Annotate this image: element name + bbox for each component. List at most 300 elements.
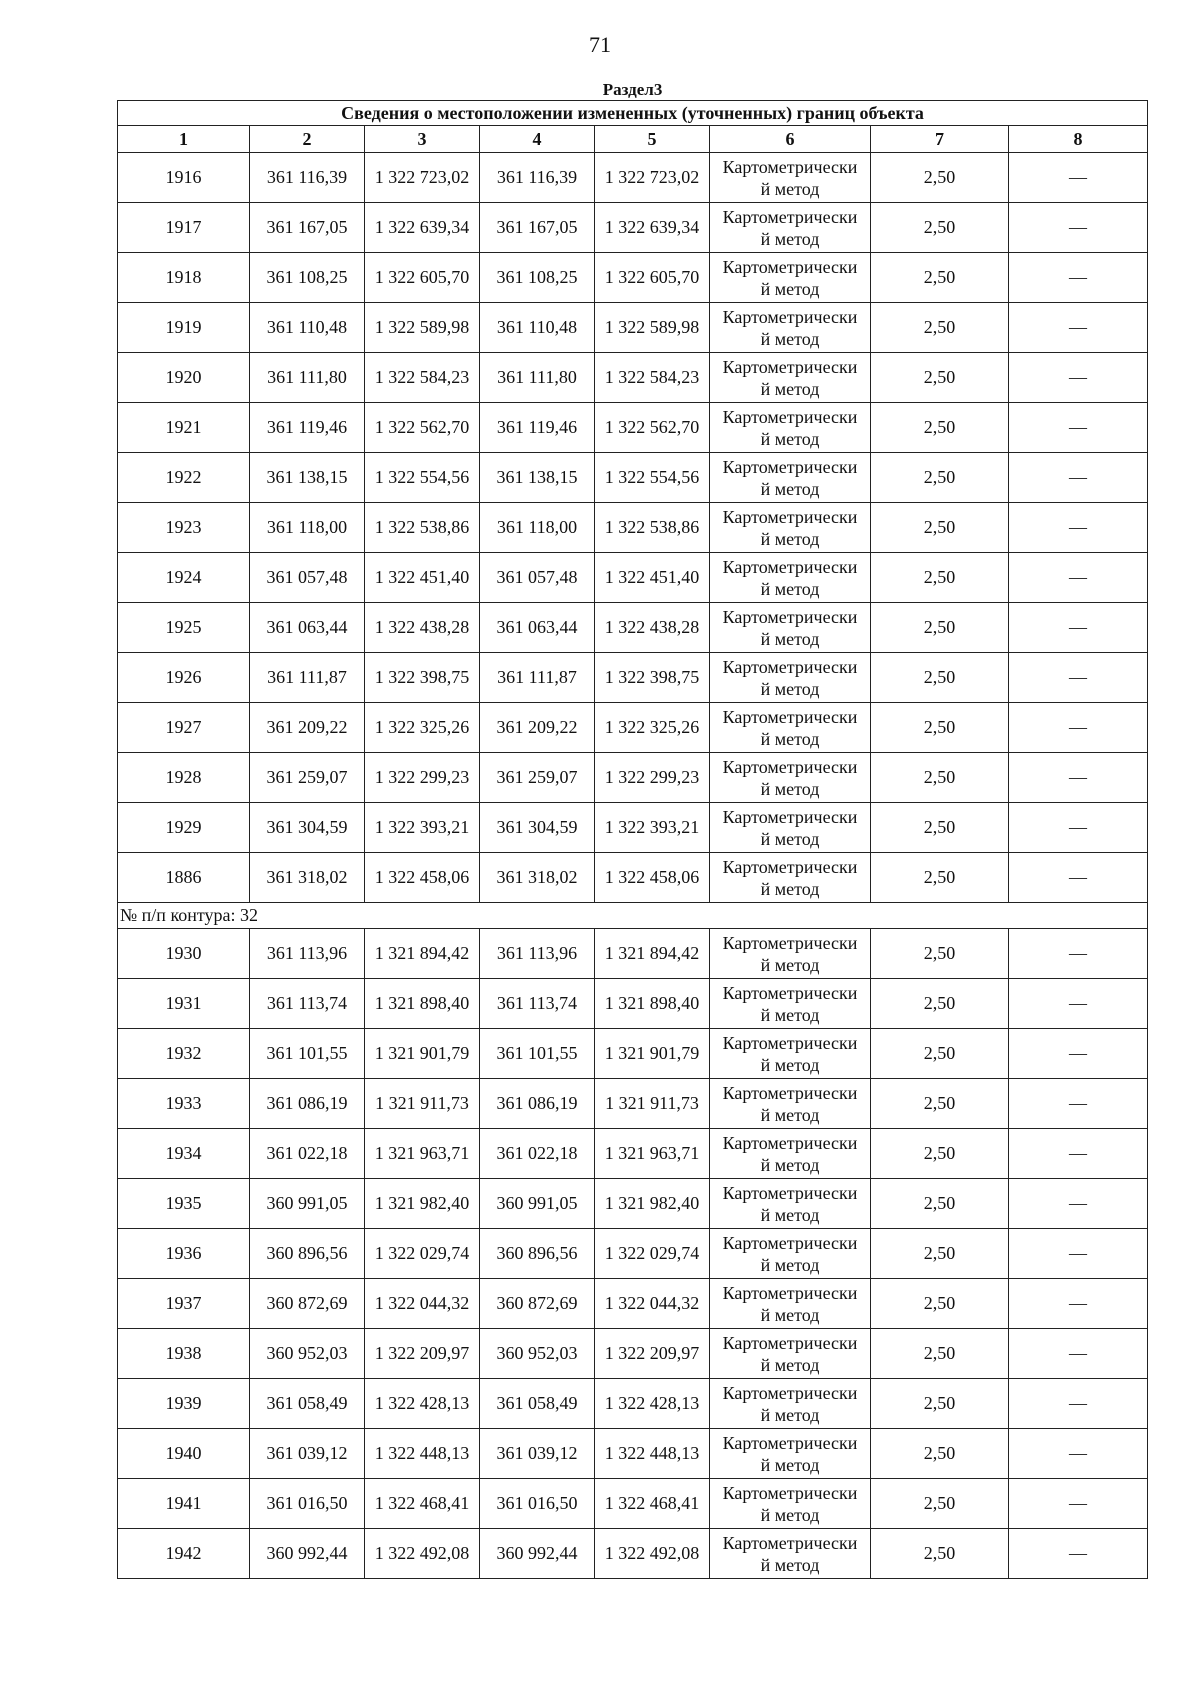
y-refined-cell: 1 321 982,40 [595,1179,710,1229]
accuracy-cell: 2,50 [871,1529,1009,1579]
description-cell: — [1009,403,1148,453]
table-row [118,153,1148,203]
description-cell: — [1009,653,1148,703]
y-refined-cell: 1 322 393,21 [595,803,710,853]
point-number-cell: 1931 [118,979,250,1029]
y-existing-cell: 1 322 209,97 [365,1329,480,1379]
y-existing-cell: 1 322 451,40 [365,553,480,603]
table-row [118,1329,1148,1379]
y-refined-cell: 1 322 398,75 [595,653,710,703]
x-existing-cell: 361 101,55 [250,1029,365,1079]
table-row [118,703,1148,753]
table-title: Сведения о местоположении измененных (уточненных) границ объекта [118,101,1148,126]
method-cell [710,753,871,803]
x-existing-cell: 361 057,48 [250,553,365,603]
x-existing-cell: 361 111,87 [250,653,365,703]
x-refined-cell: 361 022,18 [480,1129,595,1179]
method-line2: й метод [760,178,820,199]
method-line2: й метод [760,728,820,749]
description-cell: — [1009,1079,1148,1129]
method-cell [710,503,871,553]
x-refined-cell: 361 016,50 [480,1479,595,1529]
y-existing-cell: 1 321 911,73 [365,1079,480,1129]
x-refined-cell: 361 116,39 [480,153,595,203]
y-existing-cell: 1 321 982,40 [365,1179,480,1229]
x-refined-cell: 361 259,07 [480,753,595,803]
x-existing-cell: 361 113,74 [250,979,365,1029]
y-refined-cell: 1 322 468,41 [595,1479,710,1529]
accuracy-cell: 2,50 [871,603,1009,653]
table-row [118,653,1148,703]
method-line2: й метод [760,278,820,299]
method-line1: Картометрически [722,406,858,427]
method-line1: Картометрически [722,1032,858,1053]
y-refined-cell: 1 322 562,70 [595,403,710,453]
method-line2: й метод [760,1054,820,1075]
description-cell: — [1009,1129,1148,1179]
y-refined-cell: 1 322 584,23 [595,353,710,403]
y-refined-cell: 1 322 209,97 [595,1329,710,1379]
point-number-cell: 1916 [118,153,250,203]
method-line1: Картометрически [722,506,858,527]
method-line2: й метод [760,628,820,649]
column-number: 2 [250,126,365,153]
x-refined-cell: 361 063,44 [480,603,595,653]
description-cell: — [1009,1329,1148,1379]
column-number: 6 [710,126,871,153]
method-cell [710,1479,871,1529]
description-cell: — [1009,753,1148,803]
method-line1: Картометрически [722,1132,858,1153]
description-cell: — [1009,253,1148,303]
table-row [118,553,1148,603]
point-number-cell: 1886 [118,853,250,903]
x-refined-cell: 361 111,80 [480,353,595,403]
accuracy-cell: 2,50 [871,979,1009,1029]
method-cell [710,1129,871,1179]
table-row [118,1129,1148,1179]
method-line2: й метод [760,1104,820,1125]
point-number-cell: 1939 [118,1379,250,1429]
method-cell [710,353,871,403]
point-number-cell: 1923 [118,503,250,553]
point-number-cell: 1919 [118,303,250,353]
x-existing-cell: 360 992,44 [250,1529,365,1579]
method-cell [710,253,871,303]
method-line1: Картометрически [722,1182,858,1203]
accuracy-cell: 2,50 [871,753,1009,803]
y-existing-cell: 1 322 393,21 [365,803,480,853]
description-cell: — [1009,1479,1148,1529]
method-cell [710,1229,871,1279]
description-cell: — [1009,353,1148,403]
accuracy-cell: 2,50 [871,1329,1009,1379]
x-refined-cell: 361 167,05 [480,203,595,253]
accuracy-cell: 2,50 [871,153,1009,203]
description-cell: — [1009,503,1148,553]
accuracy-cell: 2,50 [871,1279,1009,1329]
table-row [118,1079,1148,1129]
table-row [118,353,1148,403]
y-existing-cell: 1 322 458,06 [365,853,480,903]
method-cell [710,203,871,253]
method-cell [710,803,871,853]
accuracy-cell: 2,50 [871,1379,1009,1429]
method-line1: Картометрически [722,1232,858,1253]
x-existing-cell: 361 022,18 [250,1129,365,1179]
point-number-cell: 1924 [118,553,250,603]
method-line2: й метод [760,1254,820,1275]
description-cell: — [1009,1529,1148,1579]
method-cell [710,1379,871,1429]
description-cell: — [1009,1029,1148,1079]
method-line1: Картометрически [722,1482,858,1503]
point-number-cell: 1920 [118,353,250,403]
y-existing-cell: 1 322 723,02 [365,153,480,203]
x-existing-cell: 360 952,03 [250,1329,365,1379]
method-line2: й метод [760,954,820,975]
point-number-cell: 1932 [118,1029,250,1079]
y-existing-cell: 1 322 428,13 [365,1379,480,1429]
method-line1: Картометрически [722,256,858,277]
method-line1: Картометрически [722,606,858,627]
method-line2: й метод [760,578,820,599]
y-refined-cell: 1 322 044,32 [595,1279,710,1329]
point-number-cell: 1941 [118,1479,250,1529]
method-line2: й метод [760,1204,820,1225]
x-refined-cell: 360 992,44 [480,1529,595,1579]
x-refined-cell: 360 991,05 [480,1179,595,1229]
accuracy-cell: 2,50 [871,1179,1009,1229]
point-number-cell: 1917 [118,203,250,253]
method-cell [710,603,871,653]
method-line1: Картометрически [722,806,858,827]
x-refined-cell: 361 086,19 [480,1079,595,1129]
x-existing-cell: 361 016,50 [250,1479,365,1529]
y-existing-cell: 1 322 554,56 [365,453,480,503]
description-cell: — [1009,979,1148,1029]
y-refined-cell: 1 322 723,02 [595,153,710,203]
y-refined-cell: 1 322 554,56 [595,453,710,503]
y-refined-cell: 1 322 438,28 [595,603,710,653]
x-existing-cell: 360 896,56 [250,1229,365,1279]
method-cell [710,1029,871,1079]
y-existing-cell: 1 321 898,40 [365,979,480,1029]
description-cell: — [1009,553,1148,603]
method-cell [710,453,871,503]
x-refined-cell: 361 113,96 [480,929,595,979]
y-existing-cell: 1 322 438,28 [365,603,480,653]
x-refined-cell: 361 057,48 [480,553,595,603]
y-existing-cell: 1 322 492,08 [365,1529,480,1579]
x-existing-cell: 361 116,39 [250,153,365,203]
page-number: 71 [589,32,611,57]
table-row [118,1479,1148,1529]
method-line1: Картометрически [722,932,858,953]
accuracy-cell: 2,50 [871,853,1009,903]
method-line1: Картометрически [722,706,858,727]
method-line2: й метод [760,1504,820,1525]
method-line2: й метод [760,478,820,499]
y-refined-cell: 1 322 639,34 [595,203,710,253]
y-existing-cell: 1 322 589,98 [365,303,480,353]
y-existing-cell: 1 321 901,79 [365,1029,480,1079]
table-row [118,303,1148,353]
table-row [118,253,1148,303]
method-line1: Картометрически [722,206,858,227]
description-cell: — [1009,453,1148,503]
description-cell: — [1009,203,1148,253]
description-cell: — [1009,1379,1148,1429]
point-number-cell: 1936 [118,1229,250,1279]
method-line1: Картометрически [722,1082,858,1103]
method-line2: й метод [760,778,820,799]
description-cell: — [1009,853,1148,903]
x-refined-cell: 361 113,74 [480,979,595,1029]
y-existing-cell: 1 322 468,41 [365,1479,480,1529]
column-number: 5 [595,126,710,153]
table-row [118,1229,1148,1279]
y-existing-cell: 1 321 894,42 [365,929,480,979]
x-existing-cell: 361 058,49 [250,1379,365,1429]
method-line2: й метод [760,1454,820,1475]
x-refined-cell: 361 039,12 [480,1429,595,1479]
point-number-cell: 1918 [118,253,250,303]
method-line1: Картометрически [722,856,858,877]
y-refined-cell: 1 322 605,70 [595,253,710,303]
y-existing-cell: 1 322 398,75 [365,653,480,703]
description-cell: — [1009,703,1148,753]
method-line2: й метод [760,828,820,849]
method-cell [710,153,871,203]
table-row [118,803,1148,853]
boundary-coordinates-table [117,80,1148,1579]
method-line1: Картометрически [722,656,858,677]
description-cell: — [1009,1179,1148,1229]
accuracy-cell: 2,50 [871,503,1009,553]
section-heading-row [118,80,1148,101]
column-number: 1 [118,126,250,153]
method-line1: Картометрически [722,1532,858,1553]
accuracy-cell: 2,50 [871,553,1009,603]
column-number: 7 [871,126,1009,153]
point-number-cell: 1929 [118,803,250,853]
y-refined-cell: 1 322 492,08 [595,1529,710,1579]
y-refined-cell: 1 322 428,13 [595,1379,710,1429]
x-existing-cell: 361 209,22 [250,703,365,753]
x-existing-cell: 361 039,12 [250,1429,365,1479]
description-cell: — [1009,929,1148,979]
accuracy-cell: 2,50 [871,253,1009,303]
method-line1: Картометрически [722,756,858,777]
method-line1: Картометрически [722,156,858,177]
x-existing-cell: 360 872,69 [250,1279,365,1329]
point-number-cell: 1940 [118,1429,250,1479]
x-existing-cell: 361 108,25 [250,253,365,303]
description-cell: — [1009,1429,1148,1479]
x-refined-cell: 361 138,15 [480,453,595,503]
x-existing-cell: 361 119,46 [250,403,365,453]
x-existing-cell: 361 110,48 [250,303,365,353]
accuracy-cell: 2,50 [871,653,1009,703]
table-row [118,979,1148,1029]
accuracy-cell: 2,50 [871,453,1009,503]
y-refined-cell: 1 322 451,40 [595,553,710,603]
accuracy-cell: 2,50 [871,203,1009,253]
method-line1: Картометрически [722,982,858,1003]
point-number-cell: 1937 [118,1279,250,1329]
method-cell [710,653,871,703]
y-existing-cell: 1 322 584,23 [365,353,480,403]
accuracy-cell: 2,50 [871,353,1009,403]
accuracy-cell: 2,50 [871,1079,1009,1129]
x-refined-cell: 361 304,59 [480,803,595,853]
accuracy-cell: 2,50 [871,703,1009,753]
x-refined-cell: 361 318,02 [480,853,595,903]
table-row [118,753,1148,803]
description-cell: — [1009,1229,1148,1279]
contour-row [118,903,1148,929]
accuracy-cell: 2,50 [871,1129,1009,1179]
x-refined-cell: 360 952,03 [480,1329,595,1379]
description-cell: — [1009,153,1148,203]
x-refined-cell: 361 058,49 [480,1379,595,1429]
method-line1: Картометрически [722,456,858,477]
method-line1: Картометрически [722,306,858,327]
y-existing-cell: 1 322 029,74 [365,1229,480,1279]
table-row [118,1529,1148,1579]
x-existing-cell: 361 318,02 [250,853,365,903]
y-refined-cell: 1 322 299,23 [595,753,710,803]
table-row [118,503,1148,553]
y-refined-cell: 1 322 448,13 [595,1429,710,1479]
x-existing-cell: 361 167,05 [250,203,365,253]
method-line2: й метод [760,1154,820,1175]
point-number-cell: 1922 [118,453,250,503]
method-line1: Картометрически [722,556,858,577]
accuracy-cell: 2,50 [871,1429,1009,1479]
table-row [118,1029,1148,1079]
y-refined-cell: 1 322 325,26 [595,703,710,753]
column-number: 3 [365,126,480,153]
method-line1: Картометрически [722,1382,858,1403]
description-cell: — [1009,803,1148,853]
y-refined-cell: 1 322 538,86 [595,503,710,553]
method-cell [710,1529,871,1579]
method-cell [710,929,871,979]
y-existing-cell: 1 322 562,70 [365,403,480,453]
method-line1: Картометрически [722,1282,858,1303]
section-heading: Раздел3 [602,80,663,99]
point-number-cell: 1934 [118,1129,250,1179]
method-line2: й метод [760,328,820,349]
accuracy-cell: 2,50 [871,1029,1009,1079]
point-number-cell: 1938 [118,1329,250,1379]
method-cell [710,1079,871,1129]
method-cell [710,703,871,753]
point-number-cell: 1933 [118,1079,250,1129]
table-row [118,929,1148,979]
y-refined-cell: 1 321 901,79 [595,1029,710,1079]
contour-label: № п/п контура: 32 [118,903,1148,929]
description-cell: — [1009,303,1148,353]
x-refined-cell: 361 101,55 [480,1029,595,1079]
table-row [118,203,1148,253]
method-cell [710,403,871,453]
method-cell [710,1329,871,1379]
method-cell [710,853,871,903]
x-refined-cell: 361 209,22 [480,703,595,753]
method-line2: й метод [760,228,820,249]
x-refined-cell: 360 896,56 [480,1229,595,1279]
method-cell [710,979,871,1029]
point-number-cell: 1921 [118,403,250,453]
y-existing-cell: 1 322 044,32 [365,1279,480,1329]
column-number-row [118,126,1148,153]
y-refined-cell: 1 322 589,98 [595,303,710,353]
method-line2: й метод [760,378,820,399]
x-refined-cell: 361 108,25 [480,253,595,303]
method-cell [710,1179,871,1229]
y-existing-cell: 1 322 538,86 [365,503,480,553]
y-refined-cell: 1 321 911,73 [595,1079,710,1129]
x-existing-cell: 361 113,96 [250,929,365,979]
y-existing-cell: 1 322 639,34 [365,203,480,253]
x-refined-cell: 360 872,69 [480,1279,595,1329]
method-line2: й метод [760,528,820,549]
y-existing-cell: 1 322 605,70 [365,253,480,303]
accuracy-cell: 2,50 [871,403,1009,453]
x-existing-cell: 360 991,05 [250,1179,365,1229]
table-row [118,1279,1148,1329]
y-refined-cell: 1 322 029,74 [595,1229,710,1279]
point-number-cell: 1926 [118,653,250,703]
y-existing-cell: 1 322 325,26 [365,703,480,753]
y-existing-cell: 1 322 448,13 [365,1429,480,1479]
table-row [118,403,1148,453]
method-cell [710,1279,871,1329]
method-line2: й метод [760,1354,820,1375]
method-line1: Картометрически [722,1332,858,1353]
method-line2: й метод [760,678,820,699]
y-refined-cell: 1 321 894,42 [595,929,710,979]
method-line1: Картометрически [722,1432,858,1453]
table-row [118,1429,1148,1479]
y-existing-cell: 1 321 963,71 [365,1129,480,1179]
accuracy-cell: 2,50 [871,1479,1009,1529]
table-row [118,1179,1148,1229]
accuracy-cell: 2,50 [871,1229,1009,1279]
description-cell: — [1009,603,1148,653]
method-line2: й метод [760,1404,820,1425]
table-row [118,603,1148,653]
x-existing-cell: 361 118,00 [250,503,365,553]
x-refined-cell: 361 111,87 [480,653,595,703]
table-row [118,453,1148,503]
accuracy-cell: 2,50 [871,803,1009,853]
x-existing-cell: 361 259,07 [250,753,365,803]
x-refined-cell: 361 118,00 [480,503,595,553]
column-number: 4 [480,126,595,153]
x-refined-cell: 361 110,48 [480,303,595,353]
point-number-cell: 1928 [118,753,250,803]
table-title-row [118,101,1148,126]
method-line2: й метод [760,1554,820,1575]
y-refined-cell: 1 321 963,71 [595,1129,710,1179]
method-line2: й метод [760,1004,820,1025]
accuracy-cell: 2,50 [871,303,1009,353]
y-existing-cell: 1 322 299,23 [365,753,480,803]
